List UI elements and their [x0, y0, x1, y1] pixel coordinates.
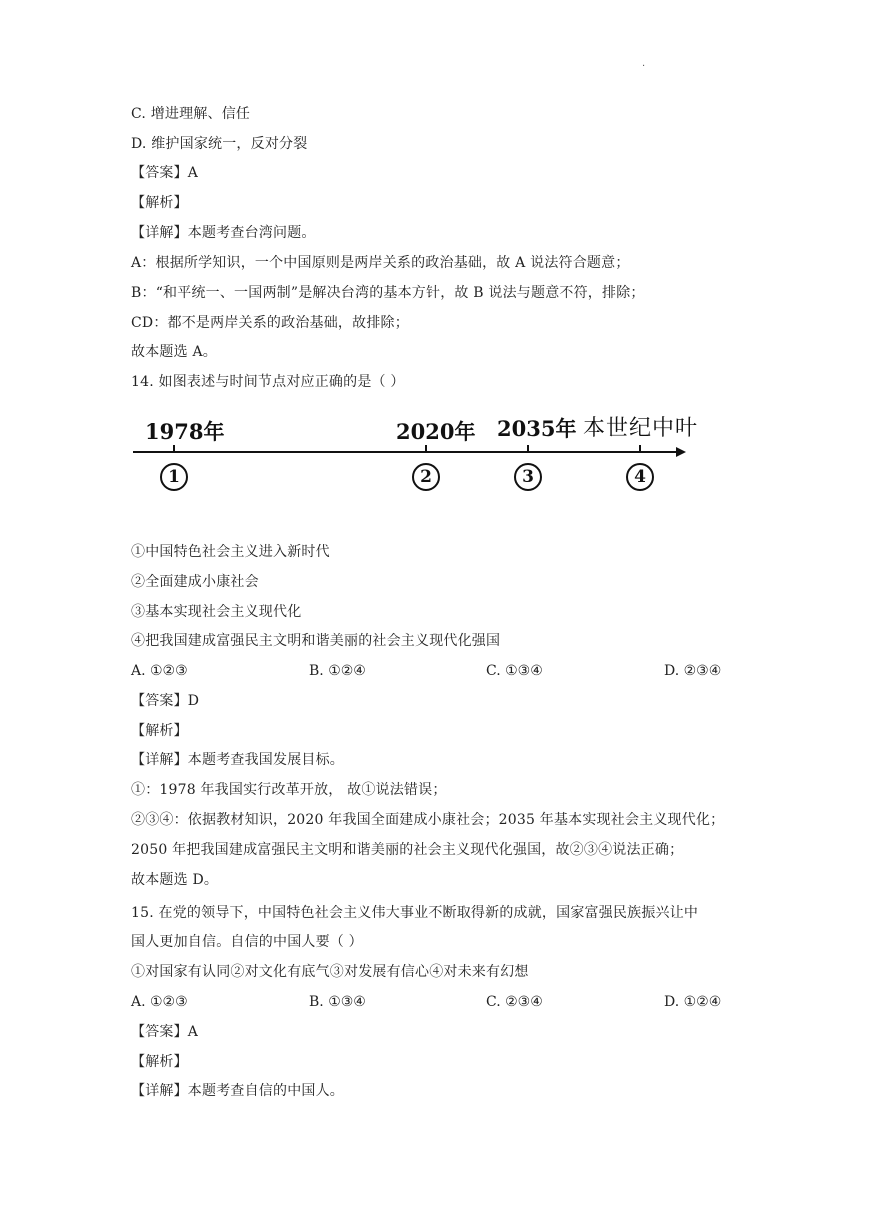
- statement-2: ②全面建成小康社会: [131, 574, 259, 590]
- explanation-14-2: ②③④：依据教材知识，2020 年我国全面建成小康社会；2035 年基本实现社会主义现代化；: [131, 812, 725, 828]
- explanation-14-3: 2050 年把我国建成富强民主文明和谐美丽的社会主义现代化强国，故②③④说法正确；: [131, 842, 684, 858]
- timeline-marker-3: 3: [514, 463, 542, 491]
- question-15-line-1: 15. 在党的领导下，中国特色社会主义伟大事业不断取得新的成就，国家富强民族振兴让中: [131, 905, 699, 921]
- detail-15: 【详解】本题考查自信的中国人。: [131, 1083, 344, 1099]
- timeline-axis: [133, 451, 678, 453]
- q14-option-d: D. ②③④: [664, 663, 722, 679]
- page-mark: .: [642, 58, 646, 69]
- analysis-heading-13: 【解析】: [131, 195, 188, 211]
- q15-option-d: D. ①②④: [664, 994, 722, 1010]
- timeline-label-1978: 1978年: [145, 419, 225, 444]
- analysis-heading-14: 【解析】: [131, 723, 188, 739]
- answer-14: 【答案】D: [131, 693, 200, 709]
- q15-option-b: B. ①③④: [309, 994, 366, 1010]
- timeline-label-mid-century: 本世纪中叶: [583, 416, 699, 441]
- timeline-label-2035: 2035年: [497, 416, 577, 441]
- conclusion-14: 故本题选 D。: [131, 872, 219, 888]
- question-15-line-2: 国人更加自信。自信的中国人要（ ）: [131, 934, 363, 950]
- q14-option-c: C. ①③④: [486, 663, 543, 679]
- q15-option-c: C. ②③④: [486, 994, 543, 1010]
- detail-13: 【详解】本题考查台湾问题。: [131, 225, 316, 241]
- answer-15: 【答案】A: [131, 1024, 199, 1040]
- timeline-arrowhead: [676, 447, 686, 457]
- q14-option-b: B. ①②④: [309, 663, 366, 679]
- timeline-tick: [639, 445, 641, 453]
- timeline-figure: [128, 405, 718, 500]
- question-14: 14. 如图表述与时间节点对应正确的是（ ）: [131, 374, 405, 390]
- statement-1: ①中国特色社会主义进入新时代: [131, 544, 330, 560]
- timeline-marker-1: 1: [160, 463, 188, 491]
- statement-4: ④把我国建成富强民主文明和谐美丽的社会主义现代化强国: [131, 633, 501, 649]
- timeline-tick: [173, 445, 175, 453]
- timeline-marker-2: 2: [412, 463, 440, 491]
- explanation-a: A：根据所学知识，一个中国原则是两岸关系的政治基础，故 A 说法符合题意；: [131, 255, 630, 271]
- detail-14: 【详解】本题考查我国发展目标。: [131, 752, 344, 768]
- timeline-tick: [425, 445, 427, 453]
- option-d-prev: D. 维护国家统一，反对分裂: [131, 136, 308, 152]
- question-15-statements: ①对国家有认同②对文化有底气③对发展有信心④对未来有幻想: [131, 964, 529, 980]
- explanation-14-1: ①：1978 年我国实行改革开放， 故①说法错误；: [131, 782, 447, 798]
- statement-3: ③基本实现社会主义现代化: [131, 604, 302, 620]
- q14-option-a: A. ①②③: [131, 663, 188, 679]
- q15-option-a: A. ①②③: [131, 994, 188, 1010]
- explanation-cd: CD：都不是两岸关系的政治基础，故排除；: [131, 315, 409, 331]
- answer-13: 【答案】A: [131, 165, 199, 181]
- timeline-tick: [527, 445, 529, 453]
- timeline-label-2020: 2020年: [396, 419, 476, 444]
- option-c-prev: C. 增进理解、信任: [131, 106, 251, 122]
- explanation-b: B：“和平统一、一国两制”是解决台湾的基本方针，故 B 说法与题意不符，排除；: [131, 285, 645, 301]
- timeline-marker-4: 4: [626, 463, 654, 491]
- analysis-heading-15: 【解析】: [131, 1054, 188, 1070]
- conclusion-13: 故本题选 A。: [131, 344, 217, 360]
